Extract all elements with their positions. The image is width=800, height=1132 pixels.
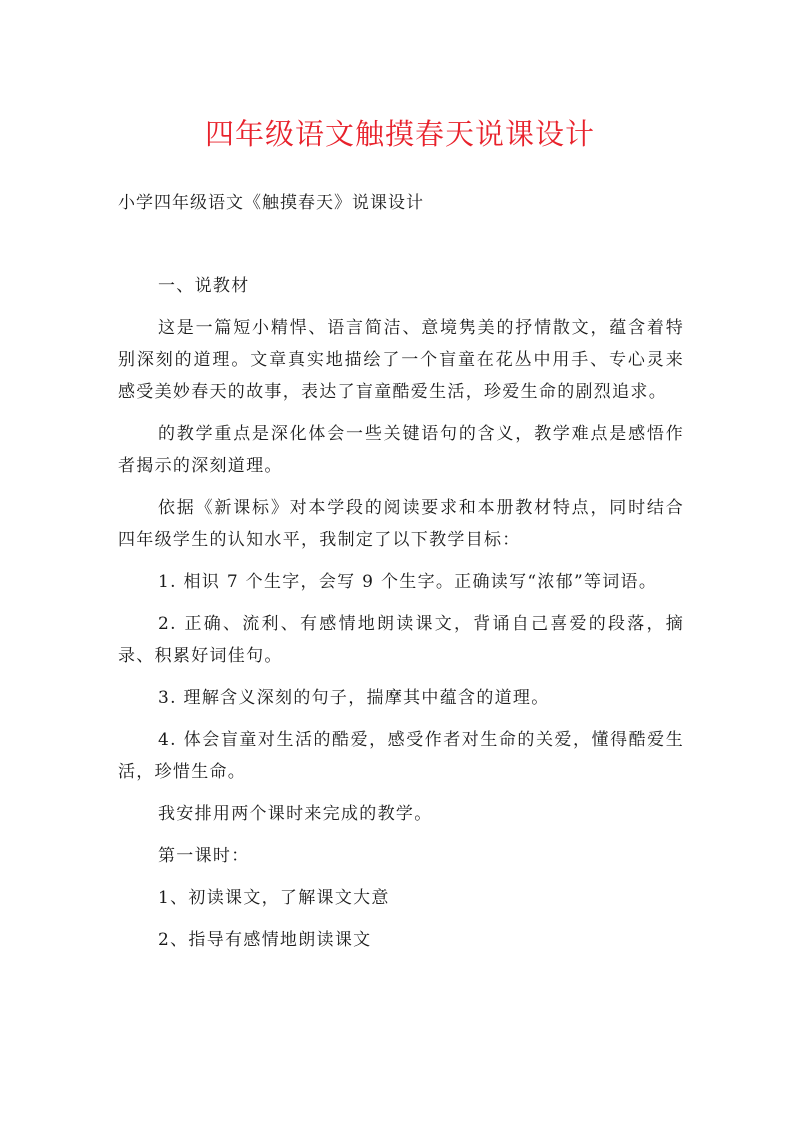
paragraph: 的教学重点是深化体会一些关键语句的含义，教学难点是感悟作者揭示的深刻道理。 bbox=[118, 424, 684, 476]
paragraph: 我安排用两个课时来完成的教学。 bbox=[158, 804, 433, 824]
document-subtitle: 小学四年级语文《触摸春天》说课设计 bbox=[118, 193, 424, 213]
list-item: 1、初读课文，了解课文大意 bbox=[158, 888, 390, 908]
subheading: 第一课时： bbox=[158, 846, 250, 866]
paragraph: 这是一篇短小精悍、语言简洁、意境隽美的抒情散文，蕴含着特别深刻的道理。文章真实地描绘了一个盲童在花丛中用手、专心灵来感受美妙春天的故事，表达了盲童酷爱生活，珍爱生命的剧烈追求。 bbox=[118, 318, 684, 402]
document-title: 四年级语文触摸春天说课设计 bbox=[204, 117, 595, 151]
document-body bbox=[118, 270, 684, 966]
list-item: 3. 理解含义深刻的句子，揣摩其中蕴含的道理。 bbox=[158, 688, 550, 708]
list-item: 4. 体会盲童对生活的酷爱，感受作者对生命的关爱，懂得酷爱生活，珍惜生命。 bbox=[118, 730, 684, 782]
list-item: 1. 相识 7 个生字，会写 9 个生字。正确读写“浓郁”等词语。 bbox=[158, 572, 658, 592]
paragraph: 依据《新课标》对本学段的阅读要求和本册教材特点，同时结合四年级学生的认知水平，我制定了以下教学目标： bbox=[118, 498, 684, 550]
section-heading: 一、说教材 bbox=[158, 276, 250, 296]
list-item: 2. 正确、流利、有感情地朗读课文，背诵自己喜爱的段落，摘录、积累好词佳句。 bbox=[118, 614, 684, 666]
list-item: 2、指导有感情地朗读课文 bbox=[158, 930, 372, 950]
